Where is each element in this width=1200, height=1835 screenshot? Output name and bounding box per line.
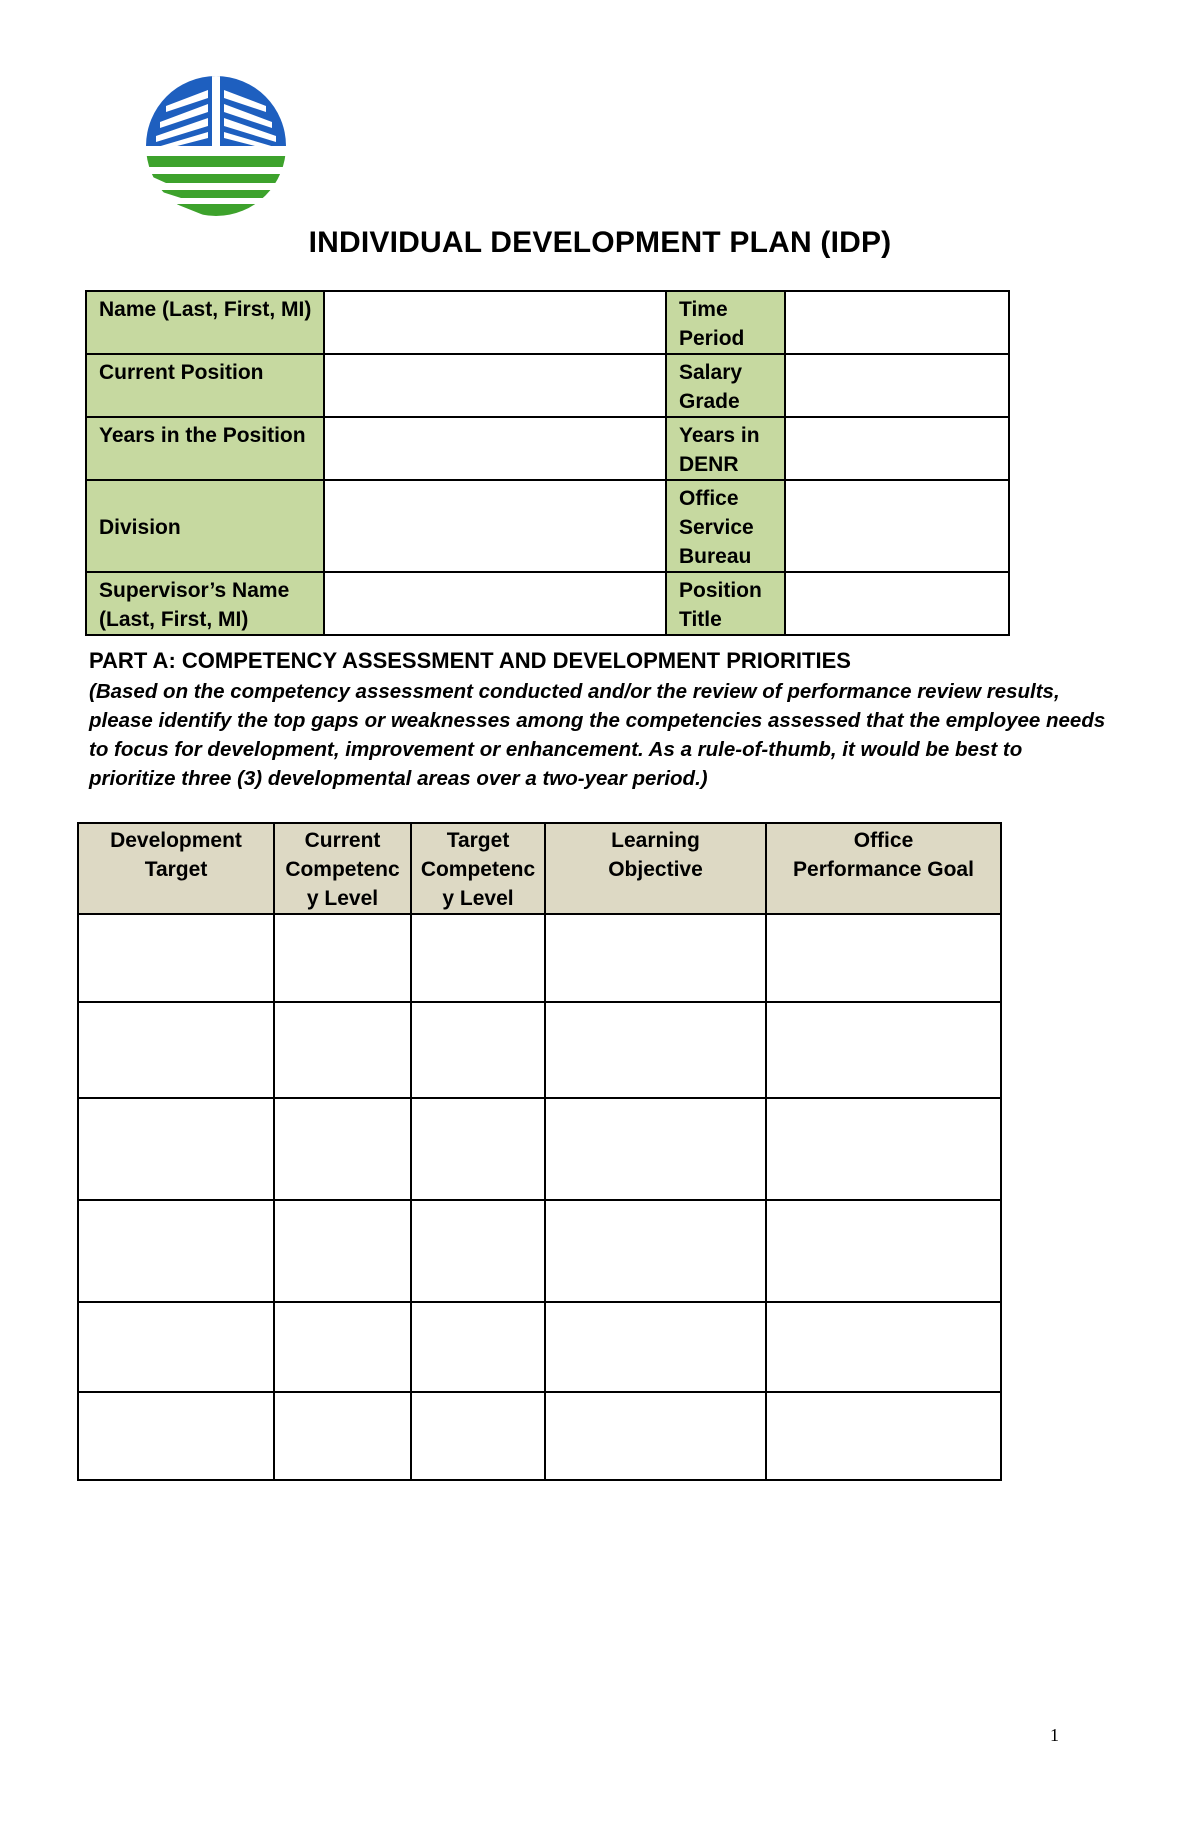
table-cell[interactable] — [766, 914, 1001, 1002]
table-cell[interactable] — [545, 1200, 766, 1302]
table-cell[interactable] — [274, 1002, 411, 1098]
field-current-position[interactable] — [324, 354, 666, 417]
label-division: Division — [86, 480, 324, 572]
label-name: Name (Last, First, MI) — [86, 291, 324, 354]
table-cell[interactable] — [78, 1098, 274, 1200]
header-row — [78, 823, 1001, 914]
header-target-competency-level: Target Competenc y Level — [411, 823, 545, 914]
field-salary-grade[interactable] — [785, 354, 1009, 417]
table-cell[interactable] — [274, 1200, 411, 1302]
label-time-period: Time Period — [666, 291, 785, 354]
field-office-service-bureau[interactable] — [785, 480, 1009, 572]
table-row — [78, 1200, 1001, 1302]
table-row — [78, 914, 1001, 1002]
header-development-target: Development Target — [78, 823, 274, 914]
table-cell[interactable] — [78, 1302, 274, 1392]
table-cell[interactable] — [545, 1002, 766, 1098]
table-cell[interactable] — [274, 1302, 411, 1392]
table-cell[interactable] — [766, 1302, 1001, 1392]
field-supervisor-name[interactable] — [324, 572, 666, 635]
denr-logo-icon — [146, 76, 286, 216]
header-learning-objective: Learning Objective — [545, 823, 766, 914]
table-cell[interactable] — [766, 1392, 1001, 1480]
field-position-title[interactable] — [785, 572, 1009, 635]
header-current-competency-level: Current Competenc y Level — [274, 823, 411, 914]
table-cell[interactable] — [766, 1200, 1001, 1302]
label-supervisor-name: Supervisor’s Name (Last, First, MI) — [86, 572, 324, 635]
table-cell[interactable] — [545, 1098, 766, 1200]
table-cell[interactable] — [545, 1392, 766, 1480]
table-cell[interactable] — [766, 1098, 1001, 1200]
label-years-in-denr: Years in DENR — [666, 417, 785, 480]
info-row — [86, 291, 1009, 354]
field-time-period[interactable] — [785, 291, 1009, 354]
label-position-title: Position Title — [666, 572, 785, 635]
table-cell[interactable] — [411, 1098, 545, 1200]
page-number: 1 — [1050, 1725, 1059, 1745]
table-row — [78, 1002, 1001, 1098]
table-row — [78, 1098, 1001, 1200]
table-cell[interactable] — [545, 1302, 766, 1392]
label-years-in-position: Years in the Position — [86, 417, 324, 480]
table-cell[interactable] — [274, 914, 411, 1002]
part-a-section — [89, 645, 1109, 793]
table-cell[interactable] — [78, 1002, 274, 1098]
table-cell[interactable] — [411, 1392, 545, 1480]
label-office-service-bureau: Office Service Bureau — [666, 480, 785, 572]
header-office-performance-goal: Office Performance Goal — [766, 823, 1001, 914]
table-cell[interactable] — [78, 1392, 274, 1480]
table-cell[interactable] — [274, 1098, 411, 1200]
table-cell[interactable] — [78, 1200, 274, 1302]
label-current-position: Current Position — [86, 354, 324, 417]
info-row — [86, 480, 1009, 572]
table-cell[interactable] — [78, 914, 274, 1002]
table-row — [78, 1392, 1001, 1480]
table-cell[interactable] — [411, 1302, 545, 1392]
table-cell[interactable] — [411, 1002, 545, 1098]
field-name[interactable] — [324, 291, 666, 354]
part-a-instructions: (Based on the competency assessment conducted and/or the review of performance review results, please identify the top gaps or weaknesses among the competencies assessed that the employee needs to focus for development, improvement or enhancement. As a rule-of-thumb, it would be best to prioritize three (3) developmental areas over a two-year period.) — [89, 680, 1106, 790]
table-cell[interactable] — [545, 914, 766, 1002]
table-cell[interactable] — [766, 1002, 1001, 1098]
employee-info-table — [85, 290, 1010, 636]
info-row — [86, 354, 1009, 417]
development-plan-table — [77, 822, 1002, 1481]
field-years-in-denr[interactable] — [785, 417, 1009, 480]
info-row — [86, 572, 1009, 635]
table-cell[interactable] — [411, 914, 545, 1002]
field-years-in-position[interactable] — [324, 417, 666, 480]
table-row — [78, 1302, 1001, 1392]
info-row — [86, 417, 1009, 480]
table-cell[interactable] — [274, 1392, 411, 1480]
field-division[interactable] — [324, 480, 666, 572]
label-salary-grade: Salary Grade — [666, 354, 785, 417]
table-cell[interactable] — [411, 1200, 545, 1302]
document-title: INDIVIDUAL DEVELOPMENT PLAN (IDP) — [308, 226, 892, 259]
part-a-heading: PART A: COMPETENCY ASSESSMENT AND DEVELOPMENT PRIORITIES — [89, 648, 851, 673]
